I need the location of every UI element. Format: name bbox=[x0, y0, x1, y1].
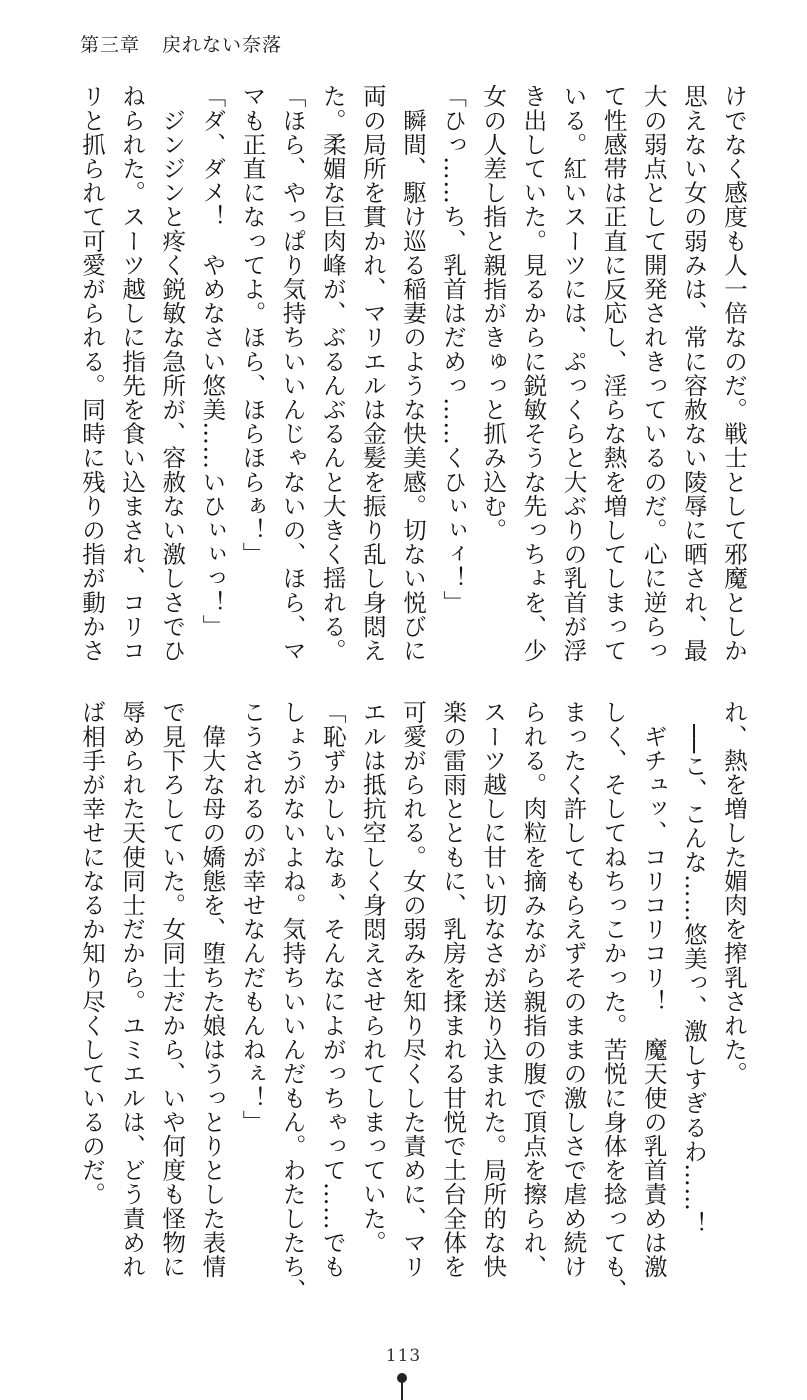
page-number: 113 bbox=[385, 1346, 422, 1366]
page-marker-stem bbox=[401, 1382, 403, 1400]
text-column: しく、そしてねちっこかった。苦悦に身体を捻っても、 bbox=[599, 700, 628, 1303]
text-column: 思えない女の弱みは、常に容赦ない陵辱に晒され、最 bbox=[679, 84, 708, 663]
text-column: き出していた。見るからに鋭敏そうな先っちょを、少 bbox=[519, 84, 548, 663]
text-column: 「ほら、やっぱり気持ちいいんじゃないの、ほら、マ bbox=[278, 84, 307, 663]
text-column: しょうがないよね。気持ちいいんだもん。わたしたち、 bbox=[278, 700, 307, 1303]
text-column: こうされるのが幸せなんだもんねぇ！」 bbox=[238, 700, 267, 1134]
text-column: 瞬間、駆け巡る稲妻のような快美感。切ない悦びに bbox=[399, 84, 427, 663]
text-column: 偉大な母の嬌態を、堕ちた娘はうっとりとした表情 bbox=[198, 700, 227, 1279]
text-column: 「ダ、ダメ！ やめなさい悠美……いひぃぃっ！」 bbox=[198, 84, 227, 639]
text-column: ギチュッ、コリコリコリ！ 魔天使の乳首責めは激 bbox=[639, 700, 668, 1279]
text-column: 楽の雷雨とともに、乳房を揉まれる甘悦で土台全体を bbox=[439, 700, 468, 1279]
text-column: スーツ越しに甘い切なさが送り込まれた。局所的な快 bbox=[479, 700, 508, 1279]
lower-text-block bbox=[78, 700, 748, 1320]
chapter-number: 第三章 bbox=[80, 34, 141, 56]
text-column: 「恥ずかしいなぁ、そんなによがっちゃって……でも bbox=[318, 700, 347, 1279]
text-column: まったく許してもらえずそのままの激しさで虐め続け bbox=[559, 700, 588, 1279]
text-column: 両の局所を貫かれ、マリエルは金髪を振り乱し身悶え bbox=[358, 84, 387, 663]
upper-text-block bbox=[78, 84, 748, 680]
text-column: 「ひっ……ち、乳首はだめっ……くひぃぃィ！」 bbox=[439, 84, 468, 615]
text-column: 可愛がられる。女の弱みを知り尽くした責めに、マリ bbox=[399, 700, 427, 1279]
chapter-header bbox=[80, 30, 282, 57]
text-column: 大の弱点として開発されきっているのだ。心に逆らっ bbox=[639, 84, 668, 663]
text-column: られる。肉粒を摘みながら親指の腹で頂点を擦られ、 bbox=[519, 700, 548, 1279]
text-column: た。柔媚な巨肉峰が、ぶるんぶるんと大きく揺れる。 bbox=[318, 84, 347, 663]
text-column: ジンジンと疼く鋭敏な急所が、容赦ない激しさでひ bbox=[158, 84, 187, 663]
text-column: けでなく感度も人一倍なのだ。戦士として邪魔としか bbox=[720, 84, 748, 663]
text-column: ねられた。スーツ越しに指先を食い込まされ、コリコ bbox=[118, 84, 147, 663]
text-column: エルは抵抗空しく身悶えさせられてしまっていた。 bbox=[358, 700, 387, 1255]
text-column: リと抓られて可愛がられる。同時に残りの指が動かさ bbox=[78, 84, 106, 663]
text-column: ば相手が幸せになるか知り尽くしているのだ。 bbox=[78, 700, 106, 1207]
text-column: で見下ろしていた。女同士だから、いや何度も怪物に bbox=[158, 700, 187, 1279]
text-column: いる。紅いスーツには、ぷっくらと大ぶりの乳首が浮 bbox=[559, 84, 588, 663]
text-column: れ、熱を増した媚肉を搾乳された。 bbox=[720, 700, 748, 1086]
text-column: ──こ、こんな……悠美っ、激しすぎるわ……！ bbox=[679, 700, 708, 1236]
text-column: て性感帯は正直に反応し、淫らな熱を増してしまって bbox=[599, 84, 628, 663]
text-column: マも正直になってよ。ほら、ほらほらぁ！」 bbox=[238, 84, 267, 566]
text-column: 辱められた天使同士だから。ユミエルは、どう責めれ bbox=[118, 700, 147, 1279]
text-column: 女の人差し指と親指がきゅっと抓み込む。 bbox=[479, 84, 508, 542]
chapter-title: 戻れない奈落 bbox=[162, 34, 283, 56]
